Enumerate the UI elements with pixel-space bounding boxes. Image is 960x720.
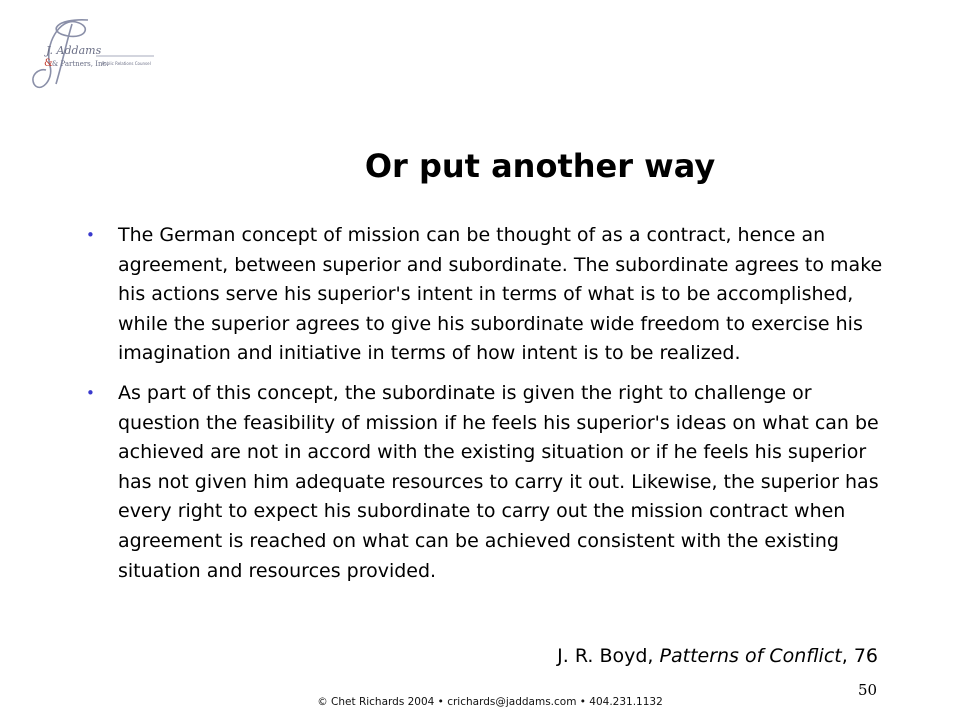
company-logo xyxy=(26,14,176,100)
bullet-marker: • xyxy=(86,226,95,244)
logo-name-line2: & Partners, Inc. xyxy=(52,60,109,68)
bullet-text: As part of this concept, the subordinate is given the right to challenge or question the feasibility of mission if he feels his superior's ideas on what can be achieved are not in accord with the existing situation or if he feels his superior has not given him adequate resources to carry it out. Likewise, the superior has every right to expect his subordinate to carry out the mission contract when agreement is reached on what can be achieved consistent with the existing situation and resources provided. xyxy=(118,381,879,582)
attribution-author: J. R. Boyd, xyxy=(557,645,660,667)
slide-title: Or put another way xyxy=(364,147,716,185)
bullet-item xyxy=(84,221,884,369)
page-number: 50 xyxy=(858,681,878,699)
bullet-marker: • xyxy=(86,383,95,402)
logo-name-line1: J. Addams xyxy=(46,44,102,57)
bullet-list xyxy=(84,221,884,596)
logo-ampersand: & xyxy=(44,58,53,69)
attribution-work-title: Patterns of Conflict xyxy=(659,645,842,667)
quote-attribution xyxy=(557,641,878,671)
footer-contact: © Chet Richards 2004 • crichards@jaddams.com • 404.231.1132 xyxy=(317,696,663,708)
bullet-text: The German concept of mission can be thought of as a contract, hence an agreement, between superior and subordinate. The subordinate agrees to make his actions serve his superior's intent in terms of what is to be accomplished, while the superior agrees to give his subordinate wide freedom to exercise his imagination and initiative in terms of how intent is to be realized. xyxy=(118,224,883,365)
bullet-item xyxy=(84,379,884,586)
logo-tagline: Public Relations Counsel xyxy=(102,61,151,66)
attribution-page: , 76 xyxy=(841,645,878,667)
